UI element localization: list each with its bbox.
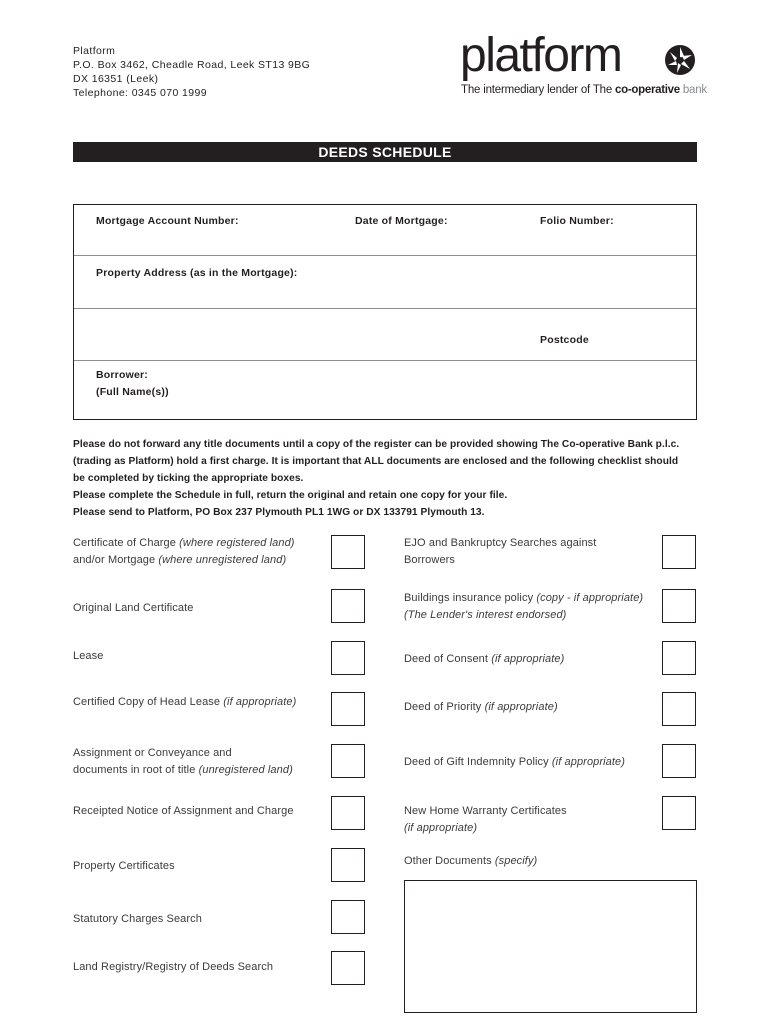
checkbox-ejo-bankruptcy[interactable] (662, 535, 696, 569)
checklist-item-certificate-of-charge (73, 535, 295, 569)
checkbox-buildings-insurance[interactable] (662, 589, 696, 623)
postcode-label: Postcode (540, 334, 589, 346)
checkbox-receipted-notice[interactable] (331, 796, 365, 830)
item-note: (if appropriate) (223, 696, 297, 708)
item-text: Borrowers (404, 554, 456, 566)
instruction-line: (trading as Platform) hold a first charge. It is important that ALL documents are enclosed and the following checklist should (73, 456, 679, 467)
checkbox-original-land-certificate[interactable] (331, 589, 365, 623)
checklist-item-new-home-warranty (404, 803, 567, 837)
address-line: P.O. Box 3462, Cheadle Road, Leek ST13 9BG (73, 59, 311, 71)
item-text: New Home Warranty Certificates (404, 805, 567, 817)
checklist-item-property-certificates (73, 858, 175, 875)
item-note: (The Lender's interest endorsed) (404, 609, 567, 621)
item-note: (unregistered land) (198, 764, 293, 776)
item-text: Other Documents (404, 855, 495, 867)
property-address-label: Property Address (as in the Mortgage): (96, 267, 298, 279)
item-text: Certificate of Charge (73, 537, 180, 549)
checklist-item-original-land-certificate (73, 600, 194, 617)
checklist-item-other-documents (404, 853, 537, 870)
item-text: and/or Mortgage (73, 554, 159, 566)
address-line: Telephone: 0345 070 1999 (73, 87, 207, 99)
item-text: Receipted Notice of Assignment and Charge (73, 805, 294, 817)
aperture-icon (664, 44, 696, 76)
item-note: (where registered land) (179, 537, 295, 549)
checkbox-land-registry-search[interactable] (331, 951, 365, 985)
checklist-item-lease (73, 648, 103, 665)
checklist-item-buildings-insurance (404, 590, 643, 624)
checkbox-property-certificates[interactable] (331, 848, 365, 882)
instruction-line: Please send to Platform, PO Box 237 Plymouth PL1 1WG or DX 133791 Plymouth 13. (73, 507, 485, 518)
divider (74, 308, 696, 309)
logo-wordmark: platform (460, 29, 622, 82)
item-text: Certified Copy of Head Lease (73, 696, 224, 708)
sender-address (73, 44, 310, 100)
item-note: (if appropriate) (404, 822, 478, 834)
instruction-line: be completed by ticking the appropriate boxes. (73, 473, 304, 484)
checklist-item-deed-of-priority (404, 699, 558, 716)
divider (74, 360, 696, 361)
checkbox-head-lease[interactable] (331, 692, 365, 726)
borrower-label: Borrower: (96, 369, 148, 381)
item-text: Deed of Priority (404, 701, 485, 713)
checkbox-assignment-conveyance[interactable] (331, 744, 365, 778)
tagline-brand: co-operative (615, 84, 680, 96)
item-note: (if appropriate) (484, 701, 558, 713)
checklist-item-head-lease (73, 694, 296, 711)
checklist-item-deed-of-consent (404, 651, 564, 668)
item-text: Deed of Consent (404, 653, 492, 665)
item-note: (specify) (494, 855, 538, 867)
checkbox-certificate-of-charge[interactable] (331, 535, 365, 569)
item-text: Property Certificates (73, 860, 175, 872)
item-text: EJO and Bankruptcy Searches against (404, 537, 597, 549)
divider (74, 255, 696, 256)
checklist-item-deed-of-gift (404, 754, 625, 771)
other-documents-field[interactable] (404, 880, 697, 1013)
account-details-box (73, 204, 697, 420)
item-text: Statutory Charges Search (73, 913, 202, 925)
logo-tagline (461, 84, 707, 96)
checkbox-lease[interactable] (331, 641, 365, 675)
instructions (73, 436, 703, 521)
checkbox-deed-of-priority[interactable] (662, 692, 696, 726)
tagline-suffix: bank (682, 84, 707, 96)
item-text: Lease (73, 650, 104, 662)
date-of-mortgage-label: Date of Mortgage: (355, 215, 448, 227)
instruction-line: Please do not forward any title documents until a copy of the register can be provided showing The Co-operative Bank p.l.c. (73, 439, 680, 450)
item-note: (if appropriate) (551, 756, 626, 768)
checklist-item-statutory-charges-search (73, 911, 202, 928)
checkbox-statutory-charges-search[interactable] (331, 900, 365, 934)
checkbox-new-home-warranty[interactable] (662, 796, 696, 830)
checkbox-deed-of-gift[interactable] (662, 744, 696, 778)
item-note: (if appropriate) (491, 653, 565, 665)
folio-number-label: Folio Number: (540, 215, 614, 227)
instruction-line: Please complete the Schedule in full, return the original and retain one copy for your file. (73, 490, 508, 501)
checkbox-deed-of-consent[interactable] (662, 641, 696, 675)
checklist-item-receipted-notice (73, 803, 294, 820)
item-note: (where unregistered land) (158, 554, 287, 566)
address-line: Platform (73, 45, 116, 57)
item-text: Original Land Certificate (73, 602, 194, 614)
item-text: Land Registry/Registry of Deeds Search (73, 961, 274, 973)
item-text: Buildings insurance policy (404, 592, 537, 604)
tagline-prefix: The intermediary lender of The (461, 84, 613, 96)
full-names-label: (Full Name(s)) (96, 386, 169, 398)
item-text: Deed of Gift Indemnity Policy (404, 756, 552, 768)
checklist-item-assignment-conveyance (73, 745, 293, 779)
item-text: documents in root of title (73, 764, 199, 776)
item-text: Assignment or Conveyance and (73, 747, 232, 759)
page-title: DEEDS SCHEDULE (73, 142, 697, 162)
checklist-item-ejo-bankruptcy (404, 535, 596, 569)
address-line: DX 16351 (Leek) (73, 73, 159, 85)
checklist-item-land-registry-search (73, 959, 273, 976)
mortgage-account-label: Mortgage Account Number: (96, 215, 239, 227)
item-note: (copy - if appropriate) (536, 592, 644, 604)
platform-logo (460, 29, 707, 104)
